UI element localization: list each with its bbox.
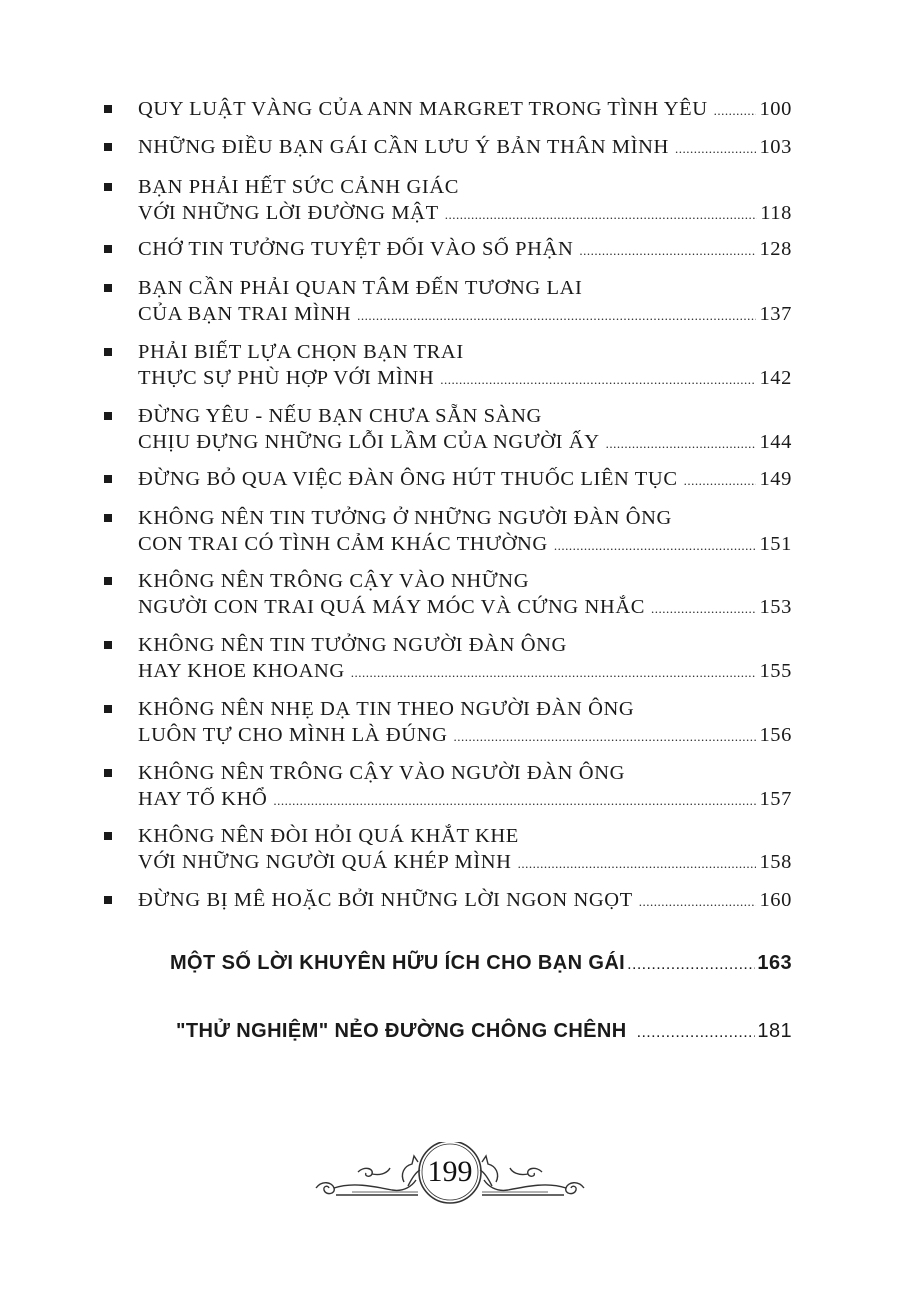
page-footer <box>312 1142 588 1206</box>
bullet-icon <box>104 183 112 191</box>
toc-entry-page: 155 <box>759 660 792 682</box>
leader-dots <box>351 660 757 686</box>
bullet-icon <box>104 105 112 113</box>
leader-dots <box>684 468 757 494</box>
toc-entry[interactable] <box>104 823 792 877</box>
toc-entry-title: KHÔNG NÊN NHẸ DẠ TIN THEO NGƯỜI ĐÀN ÔNG <box>138 698 635 720</box>
leader-dots <box>637 1024 756 1042</box>
section-heading[interactable] <box>170 952 792 975</box>
toc-entry-title: ĐỪNG BỎ QUA VIỆC ĐÀN ÔNG HÚT THUỐC LIÊN TỤC <box>138 468 678 490</box>
bullet-icon <box>104 143 112 151</box>
leader-dots <box>554 533 757 559</box>
toc-entry-title: KHÔNG NÊN TRÔNG CẬY VÀO NHỮNG <box>138 570 530 592</box>
toc-entry-title: BẠN CẦN PHẢI QUAN TÂM ĐẾN TƯƠNG LAI <box>138 277 583 299</box>
leader-dots <box>651 596 756 622</box>
leader-dots <box>440 367 756 393</box>
bullet-icon <box>104 475 112 483</box>
section-title: "THỬ NGHIỆM" NẺO ĐƯỜNG CHÔNG CHÊNH <box>176 1020 627 1042</box>
toc-entry-title: NHỮNG ĐIỀU BẠN GÁI CẦN LƯU Ý BẢN THÂN MÌNH <box>138 136 669 158</box>
toc-entry[interactable] <box>104 339 792 393</box>
toc-entry-page: 157 <box>759 788 792 810</box>
section-page: 181 <box>757 1020 792 1042</box>
leader-dots <box>357 303 756 329</box>
toc-entry[interactable] <box>104 887 792 915</box>
leader-dots <box>454 724 757 750</box>
toc-entry-page: 100 <box>759 98 792 120</box>
leader-dots <box>675 136 756 162</box>
toc-entry[interactable] <box>104 696 792 750</box>
toc-entry-page: 151 <box>759 533 792 555</box>
toc-entry-title: ĐỪNG YÊU - NẾU BẠN CHƯA SẴN SÀNG <box>138 405 542 427</box>
leader-dots <box>273 788 756 814</box>
toc-entry[interactable] <box>104 236 792 264</box>
toc-entry-page: 153 <box>759 596 792 618</box>
bullet-icon <box>104 705 112 713</box>
bullet-icon <box>104 348 112 356</box>
toc-entry-page: 158 <box>759 851 792 873</box>
toc-entry-title: KHÔNG NÊN TIN TƯỞNG Ở NHỮNG NGƯỜI ĐÀN ÔNG <box>138 507 672 529</box>
toc-entry-title-cont: HAY TỐ KHỔ <box>138 788 268 810</box>
toc-entry-page: 103 <box>759 136 792 158</box>
toc-entry-title: PHẢI BIẾT LỰA CHỌN BẠN TRAI <box>138 341 464 363</box>
toc-entry-page: 144 <box>759 431 792 453</box>
toc-entry-title-cont: CHỊU ĐỰNG NHỮNG LỖI LẦM CỦA NGƯỜI ẤY <box>138 431 600 453</box>
section-title: MỘT SỐ LỜI KHUYÊN HỮU ÍCH CHO BẠN GÁI <box>170 952 626 974</box>
leader-dots <box>579 238 756 264</box>
toc-entry-title-cont: CỦA BẠN TRAI MÌNH <box>138 303 352 325</box>
toc-entry-title: KHÔNG NÊN ĐÒI HỎI QUÁ KHẮT KHE <box>138 825 519 847</box>
toc-entry-page: 137 <box>759 303 792 325</box>
leader-dots <box>714 98 757 124</box>
toc-entry[interactable] <box>104 505 792 559</box>
toc-entry-title: QUY LUẬT VÀNG CỦA ANN MARGRET TRONG TÌNH YÊU <box>138 98 708 120</box>
toc-entry[interactable] <box>104 568 792 622</box>
toc-entry[interactable] <box>104 275 792 329</box>
bullet-icon <box>104 245 112 253</box>
toc-entry-title-cont: CON TRAI CÓ TÌNH CẢM KHÁC THƯỜNG <box>138 533 548 555</box>
toc-entry-title: KHÔNG NÊN TRÔNG CẬY VÀO NGƯỜI ĐÀN ÔNG <box>138 762 626 784</box>
bullet-icon <box>104 896 112 904</box>
leader-dots <box>627 956 755 974</box>
toc-entry-title: ĐỪNG BỊ MÊ HOẶC BỞI NHỮNG LỜI NGON NGỌT <box>138 889 633 911</box>
toc-entry-title-cont: VỚI NHỮNG NGƯỜI QUÁ KHÉP MÌNH <box>138 851 512 873</box>
bullet-icon <box>104 412 112 420</box>
section-page: 163 <box>757 952 792 974</box>
toc-entry[interactable] <box>104 174 792 228</box>
toc-entry[interactable] <box>104 96 792 124</box>
toc-entry-title-cont: THỰC SỰ PHÙ HỢP VỚI MÌNH <box>138 367 435 389</box>
section-heading[interactable] <box>176 1020 792 1043</box>
toc-entry-page: 118 <box>760 202 792 224</box>
bullet-icon <box>104 769 112 777</box>
toc-entry[interactable] <box>104 134 792 162</box>
leader-dots <box>518 851 757 877</box>
toc-entry-title-cont: HAY KHOE KHOANG <box>138 660 345 682</box>
toc-entry-page: 128 <box>759 238 792 260</box>
toc-entry[interactable] <box>104 466 792 494</box>
toc-entry-page: 142 <box>759 367 792 389</box>
toc-entry-title-cont: LUÔN TỰ CHO MÌNH LÀ ĐÚNG <box>138 724 448 746</box>
bullet-icon <box>104 514 112 522</box>
bullet-icon <box>104 284 112 292</box>
toc-entry-title-cont: VỚI NHỮNG LỜI ĐƯỜNG MẬT <box>138 202 439 224</box>
toc-entry[interactable] <box>104 760 792 814</box>
toc-entry-page: 160 <box>759 889 792 911</box>
bullet-icon <box>104 641 112 649</box>
toc-entry[interactable] <box>104 632 792 686</box>
toc-entry-title: CHỚ TIN TƯỞNG TUYỆT ĐỐI VÀO SỐ PHẬN <box>138 238 574 260</box>
bullet-icon <box>104 832 112 840</box>
leader-dots <box>445 202 758 228</box>
toc-entry-page: 156 <box>759 724 792 746</box>
bullet-icon <box>104 577 112 585</box>
toc-entry-title: KHÔNG NÊN TIN TƯỞNG NGƯỜI ĐÀN ÔNG <box>138 634 567 656</box>
toc-entry-page: 149 <box>759 468 792 490</box>
toc-entry-title-cont: NGƯỜI CON TRAI QUÁ MÁY MÓC VÀ CỨNG NHẮC <box>138 596 645 618</box>
leader-dots <box>606 431 757 457</box>
leader-dots <box>639 889 757 915</box>
toc-entry[interactable] <box>104 403 792 457</box>
page-number: 199 <box>427 1155 473 1188</box>
toc-entry-title: BẠN PHẢI HẾT SỨC CẢNH GIÁC <box>138 176 459 198</box>
